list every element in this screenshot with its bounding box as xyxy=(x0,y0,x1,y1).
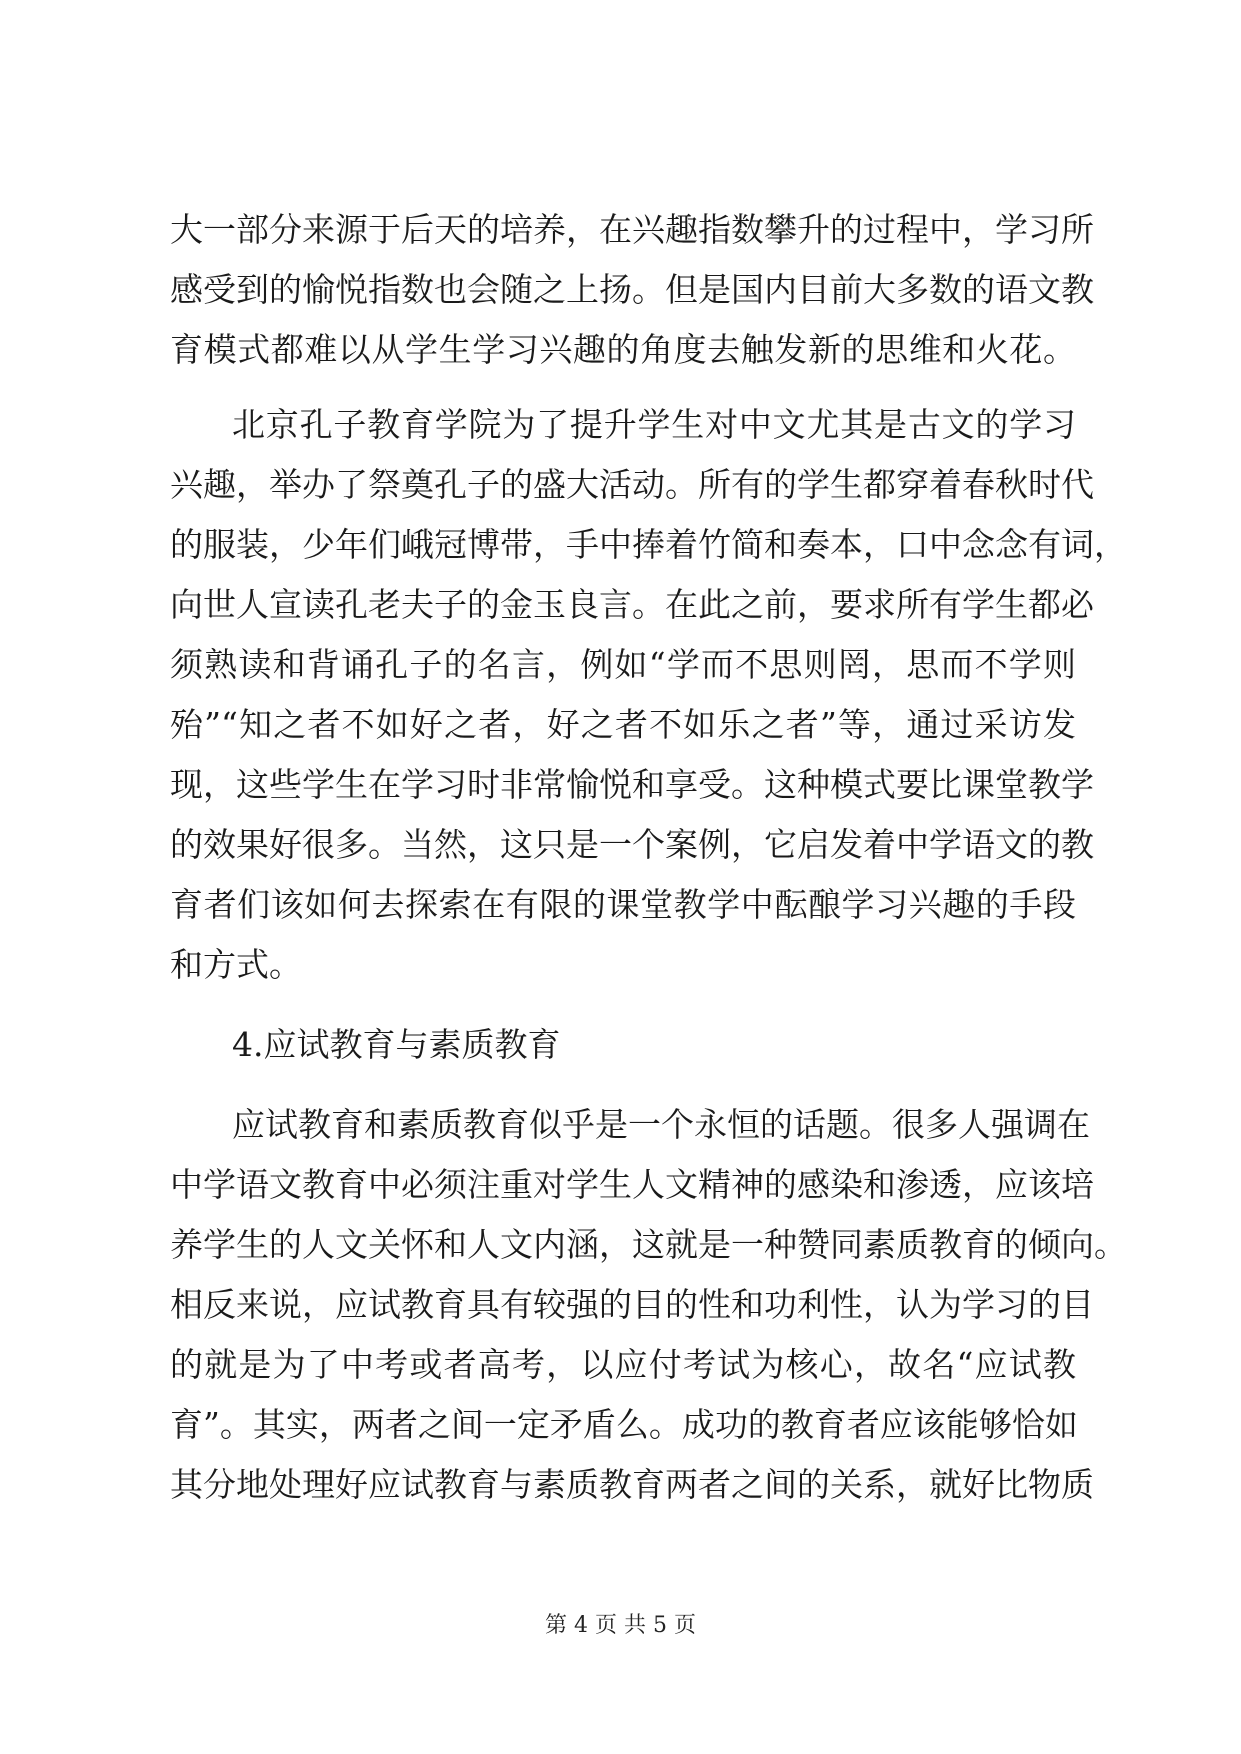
body-text-line: 的就是为了中考或者高考，以应付考试为核心，故名“应试教 xyxy=(170,1345,1076,1384)
body-text-line: 须熟读和背诵孔子的名言，例如“学而不思则罔，思而不学则 xyxy=(170,645,1076,684)
body-text-line: 感受到的愉悦指数也会随之上扬。但是国内目前大多数的语文教 xyxy=(170,270,1094,309)
body-text-line: 兴趣，举办了祭奠孔子的盛大活动。所有的学生都穿着春秋时代 xyxy=(170,465,1094,504)
body-text-line: 中学语文教育中必须注重对学生人文精神的感染和渗透，应该培 xyxy=(170,1165,1094,1204)
body-text-line: 其分地处理好应试教育与素质教育两者之间的关系，就好比物质 xyxy=(170,1465,1094,1504)
body-text-line: 现，这些学生在学习时非常愉悦和享受。这种模式要比课堂教学 xyxy=(170,765,1094,804)
body-text-line: 育者们该如何去探索在有限的课堂教学中酝酿学习兴趣的手段 xyxy=(170,885,1076,924)
body-text-line: 殆”“知之者不如好之者，好之者不如乐之者”等，通过采访发 xyxy=(170,705,1076,744)
body-text-line: 和方式。 xyxy=(170,945,302,984)
body-text-line: 养学生的人文关怀和人文内涵，这就是一种赞同素质教育的倾向。 xyxy=(170,1225,1127,1264)
body-text-line: 育”。其实，两者之间一定矛盾么。成功的教育者应该能够恰如 xyxy=(170,1405,1078,1444)
body-text-line: 向世人宣读孔老夫子的金玉良言。在此之前，要求所有学生都必 xyxy=(170,585,1094,624)
paragraph-first-line: 应试教育和素质教育似乎是一个永恒的话题。很多人强调在 xyxy=(232,1105,1090,1144)
body-text-line: 育模式都难以从学生学习兴趣的角度去触发新的思维和火花。 xyxy=(170,330,1076,369)
page-number-footer: 第 4 页 共 5 页 xyxy=(545,1613,696,1638)
paragraph-first-line: 北京孔子教育学院为了提升学生对中文尤其是古文的学习 xyxy=(232,405,1076,444)
body-text-line: 大一部分来源于后天的培养，在兴趣指数攀升的过程中，学习所 xyxy=(170,210,1094,249)
section-heading: 4.应试教育与素质教育 xyxy=(232,1025,561,1064)
body-text-line: 的效果好很多。当然，这只是一个案例，它启发着中学语文的教 xyxy=(170,825,1094,864)
body-text-line: 的服装，少年们峨冠博带，手中捧着竹简和奏本，口中念念有词， xyxy=(170,525,1127,564)
body-text-line: 相反来说，应试教育具有较强的目的性和功利性，认为学习的目 xyxy=(170,1285,1094,1324)
